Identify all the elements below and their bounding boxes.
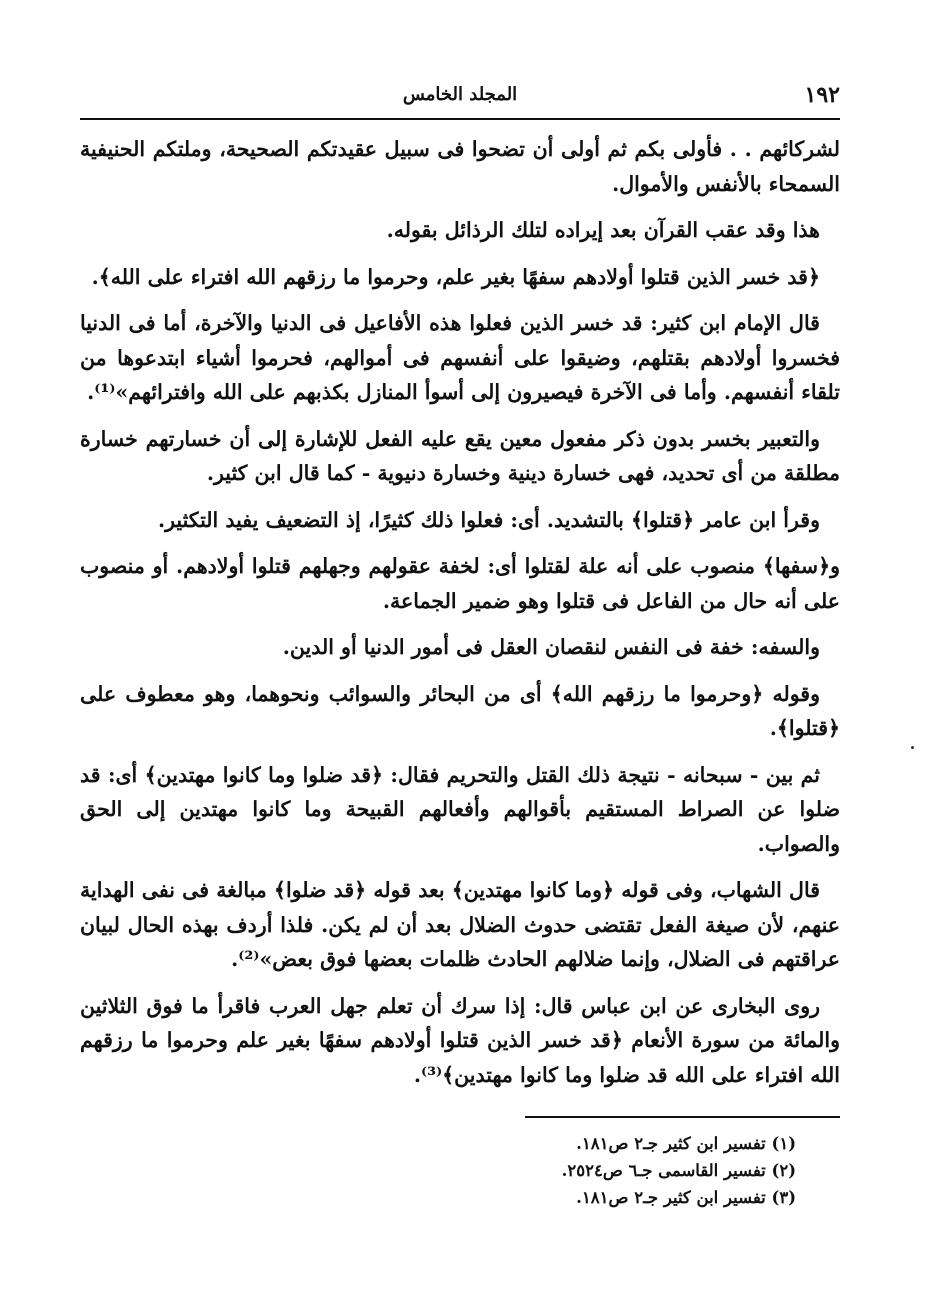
body-text <box>80 132 840 1092</box>
paragraph: و﴿سفها﴾ منصوب على أنه علة لقتلوا أى: لخفة عقولهم وجهلهم قتلوا أولادهم. أو منصوب على أنه حال من الفاعل فى قتلوا وهو ضمير الجماعة. <box>80 554 840 613</box>
footnote: (٣) تفسير ابن كثير جـ٢ ص١٨١. <box>576 1188 796 1207</box>
paragraph: قال الإمام ابن كثير: قد خسر الذين فعلوا هذه الأفاعيل فى الدنيا والآخرة، أما فى الدنيا فخسروا أولادهم بقتلهم، وضيقوا على أنفسهم فى أموالهم، فحرموا أشياء ابتدعوها من تلقاء أنفسهم. وأما فى الآخرة فيصيرون إلى أسوأ المنازل بكذبهم على الله وافترائهم»⁽¹⁾. <box>80 311 840 404</box>
running-title: المجلد الخامس <box>402 84 518 105</box>
paragraph: وقرأ ابن عامر ﴿قتلوا﴾ بالتشديد. أى: فعلوا ذلك كثيرًا، إذ التضعيف يفيد التكثير. <box>157 507 820 532</box>
paragraph: ثم بين - سبحانه - نتيجة ذلك القتل والتحريم فقال: ﴿قد ضلوا وما كانوا مهتدين﴾ أى: قد ضلوا عن الصراط المستقيم بأقوالهم وأفعالهم القبيحة وما كانوا مهتدين إلى الحق والصواب. <box>80 762 840 856</box>
footnote: (١) تفسير ابن كثير جـ٢ ص١٨١. <box>576 1134 796 1153</box>
footnote: (٢) تفسير القاسمى جـ٦ ص٢٥٢٤. <box>561 1161 796 1180</box>
document-page <box>80 78 840 1211</box>
footnote-divider <box>525 1116 840 1118</box>
paragraph: روى البخارى عن ابن عباس قال: إذا سرك أن تعلم جهل العرب فاقرأ ما فوق الثلاثين والمائة من سورة الأنعام ﴿قد خسر الذين قتلوا أولادهم سفهًا بغير علم وحرموا ما رزقهم الله افتراء على الله قد ضلوا وما كانوا مهتدين﴾⁽³⁾. <box>80 993 840 1087</box>
paragraph: قال الشهاب، وفى قوله ﴿وما كانوا مهتدين﴾ بعد قوله ﴿قد ضلوا﴾ مبالغة فى نفى الهداية عنهم، لأن صيغة الفعل تقتضى حدوث الضلال بعد أن لم يكن. فلذا أردف بهذه الحال لبيان عراقتهم فى الضلال، وإنما ضلالهم الحادث ظلمات بعضها فوق بعض»⁽²⁾. <box>80 878 840 971</box>
paragraph: والسفه: خفة فى النفس لنقصان العقل فى أمور الدنيا أو الدين. <box>282 635 820 659</box>
paragraph: والتعبير بخسر بدون ذكر مفعول معين يقع عليه الفعل للإشارة إلى أن خسارتهم خسارة مطلقة من أى تحديد، فهى خسارة دينية وخسارة دنيوية - كما قال ابن كثير. <box>80 426 840 485</box>
paragraph: لشركائهم . . فأولى بكم ثم أولى أن تضحوا فى سبيل عقيدتكم الصحيحة، وملتكم الحنيفية السمحاء بالأنفس والأموال. <box>80 137 840 196</box>
paragraph: وقوله ﴿وحرموا ما رزقهم الله﴾ أى من البحائر والسوائب ونحوهما، وهو معطوف على ﴿قتلوا﴾. <box>80 681 840 740</box>
page-number: ١٩٢ <box>804 82 840 108</box>
paragraph: هذا وقد عقب القرآن بعد إيراده لتلك الرذائل بقوله. <box>386 218 820 242</box>
quran-verse: ﴿قد خسر الذين قتلوا أولادهم سفهًا بغير علم، وحرموا ما رزقهم الله افتراء على الله﴾. <box>91 264 820 289</box>
scan-speck <box>911 746 914 749</box>
page-header <box>80 78 840 120</box>
footnotes <box>80 1130 796 1211</box>
